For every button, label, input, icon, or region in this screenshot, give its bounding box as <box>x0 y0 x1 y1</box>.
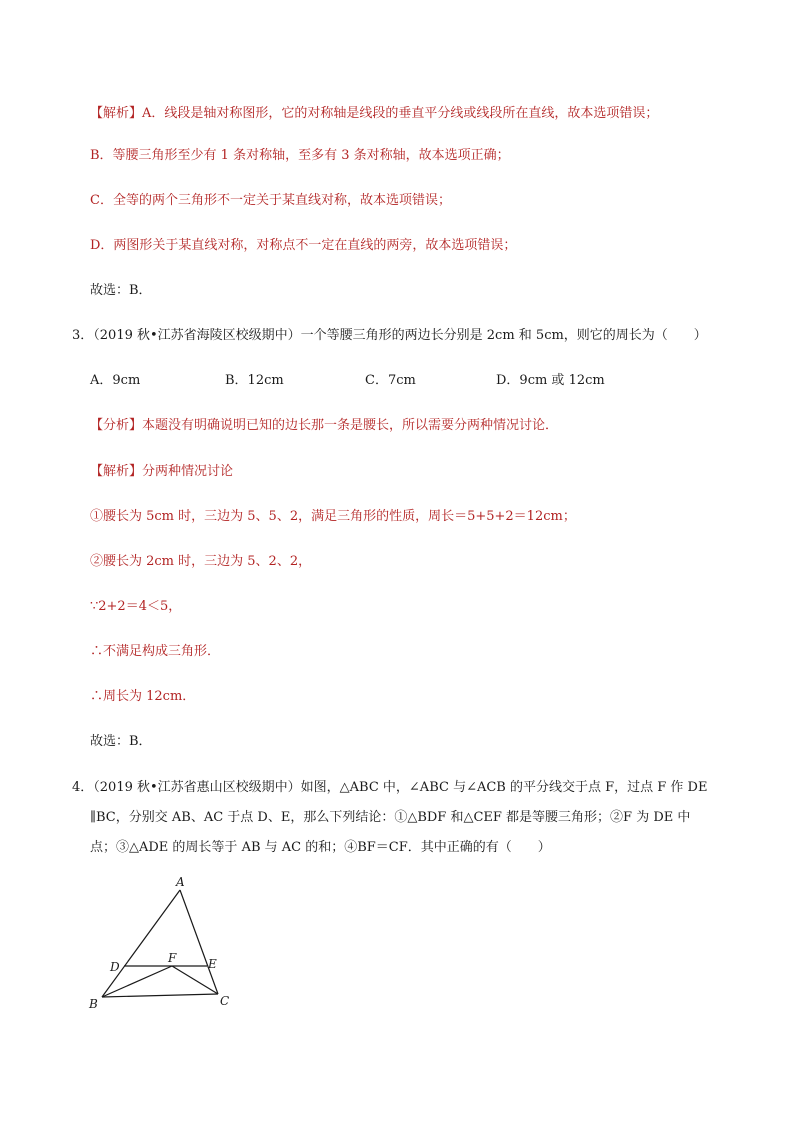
q3-fenxi <box>90 416 558 436</box>
q3-therefore2: ∴周长为 12cm． <box>90 689 196 704</box>
jiexi-tag: 【解析】 <box>90 464 143 479</box>
q3-option-b[interactable]: B．12cm <box>225 373 284 388</box>
q3-option-a[interactable]: A．9cm <box>90 373 141 388</box>
q3-jiexi <box>90 462 233 482</box>
q3-therefore1: ∴不满足构成三角形． <box>90 644 221 659</box>
q2-line-a-text: A．线段是轴对称图形，它的对称轴是线段的垂直平分线或线段所在直线，故本选项错误； <box>142 106 659 121</box>
q2-analysis-line-a <box>90 104 658 124</box>
label-b: B <box>89 997 98 1011</box>
analysis-tag: 【解析】 <box>90 106 143 121</box>
fenxi-tag: 【分析】 <box>90 418 143 433</box>
q2-analysis-line-c: C．全等的两个三角形不一定关于某直线对称，故本选项错误； <box>90 193 451 208</box>
q3-option-d[interactable]: D．9cm 或 12cm <box>496 373 605 388</box>
q3-stem: 3．（2019 秋•江苏省海陵区校级期中）一个等腰三角形的两边长分别是 2cm 和 5cm，则它的周长为（ ） <box>72 328 707 343</box>
q2-answer: 故选：B． <box>90 283 152 298</box>
q3-case2: ②腰长为 2cm 时，三边为 5、2、2， <box>90 554 312 569</box>
q4-stem-1: 4．（2019 秋•江苏省惠山区校级期中）如图，△ABC 中，∠ABC 与∠ACB 的平分线交于点 F，过点 F 作 DE <box>72 780 708 795</box>
q3-fenxi-text: 本题没有明确说明已知的边长那一条是腰长，所以需要分两种情况讨论． <box>142 418 559 433</box>
q2-analysis-line-d: D．两图形关于某直线对称，对称点不一定在直线的两旁，故本选项错误； <box>90 238 517 253</box>
segment-ac <box>180 890 218 994</box>
label-e: E <box>208 957 217 971</box>
segment-bc <box>102 994 218 997</box>
label-f: F <box>168 951 177 965</box>
q4-stem-2: ∥BC，分别交 AB、AC 于点 D、E，那么下列结论：①△BDF 和△CEF 都是等腰三角形；②F 为 DE 中 <box>90 810 691 825</box>
q3-because: ∵2+2＝4＜5， <box>90 599 182 614</box>
label-d: D <box>110 960 120 974</box>
label-c: C <box>220 994 230 1008</box>
triangle-figure <box>86 872 246 1012</box>
q3-answer: 故选：B． <box>90 734 152 749</box>
q3-option-c[interactable]: C．7cm <box>365 373 416 388</box>
q3-case1: ①腰长为 5cm 时，三边为 5、5、2，满足三角形的性质，周长＝5+5+2＝12cm； <box>90 509 576 524</box>
segment-ab <box>102 890 180 997</box>
label-a: A <box>176 875 185 889</box>
q2-analysis-line-b: B．等腰三角形至少有 1 条对称轴，至多有 3 条对称轴，故本选项正确； <box>90 148 510 163</box>
q4-stem-3: 点；③△ADE 的周长等于 AB 与 AC 的和；④BF＝CF．其中正确的有（ ） <box>90 840 551 855</box>
q3-jiexi-text: 分两种情况讨论 <box>142 464 234 479</box>
